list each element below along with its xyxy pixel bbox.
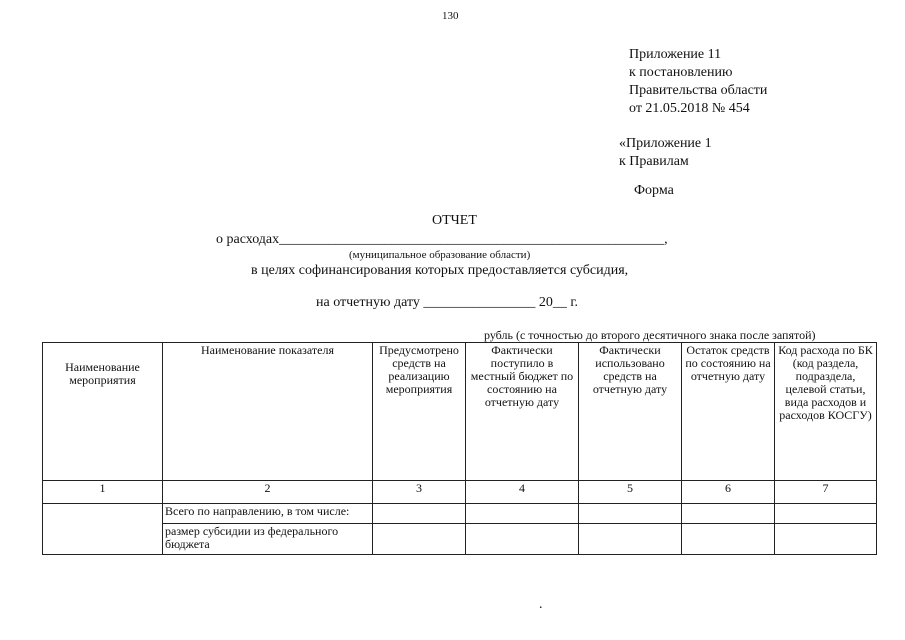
table-cell[interactable] — [579, 504, 682, 524]
table-cell[interactable] — [373, 524, 466, 555]
header-event-name: Наименование мероприятия — [43, 343, 163, 481]
appendix-line-2: к постановлению — [629, 65, 733, 80]
table-cell[interactable] — [466, 504, 579, 524]
column-number: 1 — [43, 481, 163, 504]
footer-mark: . — [539, 597, 543, 612]
appendix-line-1: Приложение 11 — [629, 47, 722, 62]
header-used-funds: Фактически использовано средств на отчетную дату — [579, 343, 682, 481]
column-number-row — [43, 481, 877, 504]
purpose-line: в целях софинансирования которых предоставляется субсидия, — [251, 263, 629, 278]
column-number: 7 — [775, 481, 877, 504]
header-received-funds: Фактически поступило в местный бюджет по состоянию на отчетную дату — [466, 343, 579, 481]
header-indicator-name: Наименование показателя — [163, 343, 373, 481]
page-number: 130 — [442, 10, 459, 22]
column-number: 5 — [579, 481, 682, 504]
column-number: 6 — [682, 481, 775, 504]
table-header-row — [43, 343, 877, 481]
table-cell[interactable] — [373, 504, 466, 524]
column-number: 4 — [466, 481, 579, 504]
column-number: 3 — [373, 481, 466, 504]
table-cell[interactable] — [775, 524, 877, 555]
indicator-federal-subsidy-cell: размер субсидии из федерального бюджета — [163, 524, 373, 555]
inner-appendix-line-2: к Правилам — [619, 154, 689, 169]
table-cell[interactable] — [579, 524, 682, 555]
inner-appendix-block — [619, 135, 712, 171]
header-budget-code: Код расхода по БК (код раздела, подраздела, целевой статьи, вида расходов и расходов КОСГУ) — [775, 343, 877, 481]
report-date-line: на отчетную дату ________________ 20__ г. — [316, 295, 579, 310]
municipal-caption: (муниципальное образование области) — [349, 249, 531, 261]
report-table — [42, 342, 877, 555]
appendix-line-3: Правительства области — [629, 83, 768, 98]
indicator-total-cell: Всего по направлению, в том числе: — [163, 504, 373, 524]
appendix-line-4: от 21.05.2018 № 454 — [629, 101, 750, 116]
header-remaining-funds: Остаток средств по состоянию на отчетную дату — [682, 343, 775, 481]
header-planned-funds: Предусмотрено средств на реализацию мероприятия — [373, 343, 466, 481]
units-note: рубль (с точностью до второго десятичного знака после запятой) — [484, 328, 816, 342]
event-name-cell[interactable] — [43, 504, 163, 555]
inner-appendix-line-1: «Приложение 1 — [619, 136, 712, 151]
table-cell[interactable] — [682, 504, 775, 524]
appendix-block — [629, 46, 767, 118]
report-title: ОТЧЕТ — [432, 213, 477, 228]
table-row — [43, 504, 877, 524]
table-cell[interactable] — [466, 524, 579, 555]
column-number: 2 — [163, 481, 373, 504]
table-row — [43, 524, 877, 555]
table-cell[interactable] — [682, 524, 775, 555]
form-label: Форма — [634, 183, 674, 198]
expenses-line: о расходах_______________________________________________________, — [216, 232, 668, 247]
table-cell[interactable] — [775, 504, 877, 524]
